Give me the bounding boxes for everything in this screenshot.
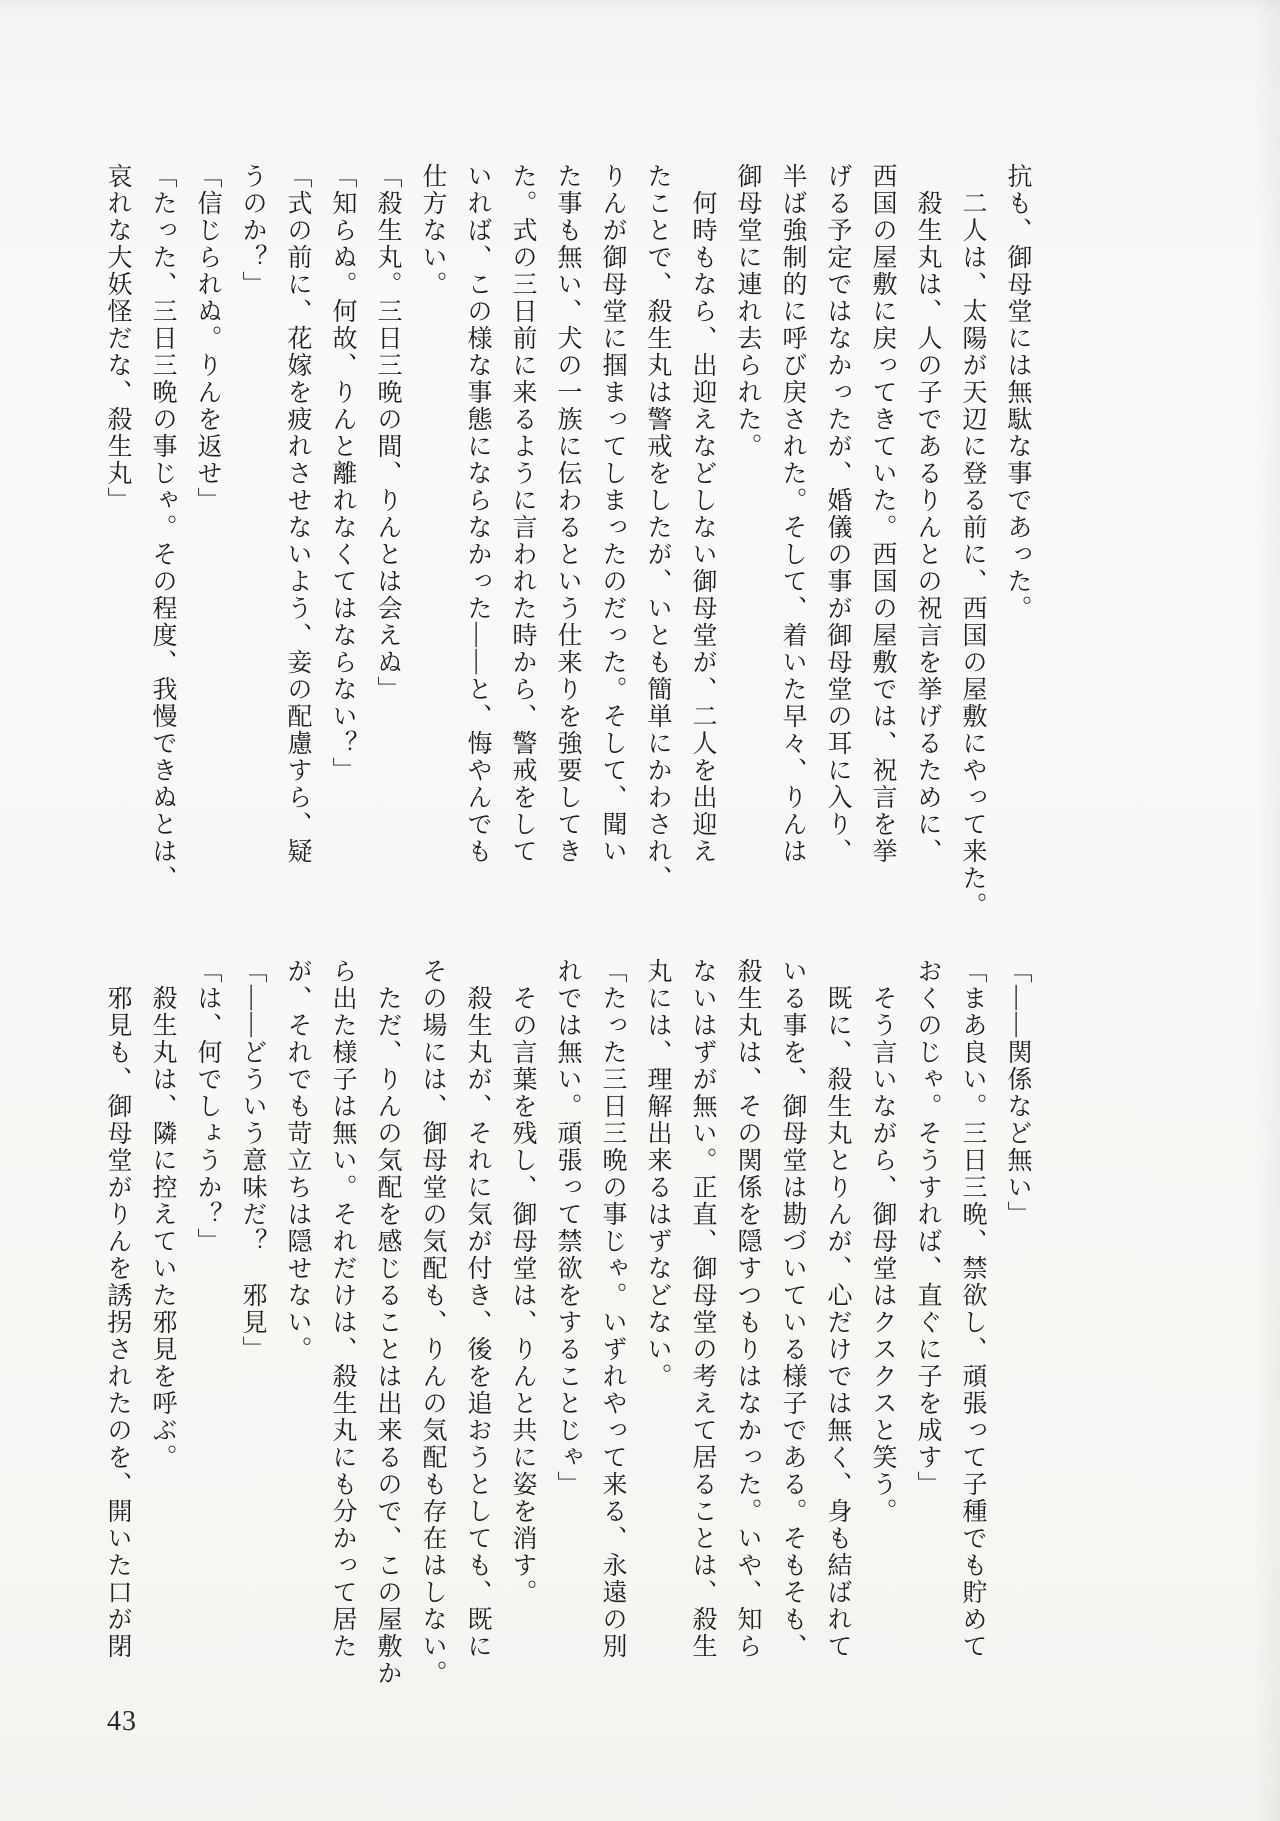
text-column: 「知らぬ。何故、りんと離れなくてはならない？」	[329, 163, 356, 784]
scan-shadow-right	[1254, 0, 1280, 1821]
text-column: 「たった、三日三晩の事じゃ。その程度、我慢できぬとは、	[149, 163, 176, 892]
scan-shadow-top	[0, 0, 1280, 14]
page-number: 43	[107, 1706, 137, 1737]
text-column: が、それでも苛立ちは隠せない。	[284, 958, 311, 1363]
text-column: 「まあ良い。三日三晩、禁欲し、頑張って子種でも貯めて	[959, 958, 986, 1660]
text-column: 西国の屋敷に戻ってきていた。西国の屋敷では、祝言を挙	[869, 163, 896, 865]
text-column: たことで、殺生丸は警戒をしたが、いとも簡単にかわされ、	[644, 163, 671, 892]
text-column: 「たった三日三晩の事じゃ。いずれやって来る、永遠の別	[599, 958, 626, 1660]
text-column: 「殺生丸。三日三晩の間、りんとは会えぬ」	[374, 163, 401, 703]
text-column: 半ば強制的に呼び戻された。そして、着いた早々、りんは	[779, 163, 806, 865]
text-column: れでは無い。頑張って禁欲をすることじゃ」	[554, 958, 581, 1498]
text-column: いる事を、御母堂は勘づいている様子である。そもそも、	[779, 958, 806, 1660]
text-column: 「信じられぬ。りんを返せ」	[194, 163, 221, 514]
text-column: ないはずが無い。正直、御母堂の考えて居ることは、殺生	[689, 958, 716, 1660]
text-column: 抗も、御母堂には無駄な事であった。	[1004, 163, 1031, 622]
text-column: 仕方ない。	[419, 163, 446, 298]
text-column: 邪見も、御母堂がりんを誘拐されたのを、開いた口が閉	[104, 958, 131, 1660]
text-column: た事も無い、犬の一族に伝わるという仕来りを強要してき	[554, 163, 581, 865]
text-column: そう言いながら、御母堂はクスクスと笑う。	[869, 958, 896, 1525]
text-column: いれば、この様な事態にならなかった——と、悔やんでも	[464, 163, 491, 865]
text-column: ただ、りんの気配を感じることは出来るので、この屋敷か	[374, 958, 401, 1687]
vertical-text-block-top	[104, 163, 1030, 919]
text-column: 「式の前に、花嫁を疲れさせないよう、妾の配慮すら、疑	[284, 163, 311, 865]
text-column: 殺生丸が、それに気が付き、後を追おうとしても、既に	[464, 958, 491, 1660]
text-column: 「——関係など無い」	[1004, 958, 1031, 1228]
text-column: りんが御母堂に掴まってしまったのだった。そして、聞い	[599, 163, 626, 865]
text-column: 丸には、理解出来るはずなどない。	[644, 958, 671, 1390]
text-column: 殺生丸は、その関係を隠すつもりはなかった。いや、知ら	[734, 958, 761, 1660]
text-column: その場には、御母堂の気配も、りんの気配も存在はしない。	[419, 958, 446, 1687]
text-column: 殺生丸は、隣に控えていた邪見を呼ぶ。	[149, 958, 176, 1471]
text-column: 何時もなら、出迎えなどしない御母堂が、二人を出迎え	[689, 163, 716, 865]
text-column: その言葉を残し、御母堂は、りんと共に姿を消す。	[509, 958, 536, 1606]
text-column: うのか？」	[239, 163, 266, 298]
text-column: げる予定ではなかったが、婚儀の事が御母堂の耳に入り、	[824, 163, 851, 865]
text-column: 哀れな大妖怪だな、殺生丸」	[104, 163, 131, 514]
text-column: た。式の三日前に来るように言われた時から、警戒をして	[509, 163, 536, 865]
text-column: ら出た様子は無い。それだけは、殺生丸にも分かって居た	[329, 958, 356, 1660]
text-column: 二人は、太陽が天辺に登る前に、西国の屋敷にやって来た。	[959, 163, 986, 919]
text-column: 「は、何でしょうか？」	[194, 958, 221, 1255]
text-column: 殺生丸は、人の子であるりんとの祝言を挙げるために、	[914, 163, 941, 865]
text-column: 既に、殺生丸とりんが、心だけでは無く、身も結ばれて	[824, 958, 851, 1660]
text-column: おくのじゃ。そうすれば、直ぐに子を成す」	[914, 958, 941, 1498]
vertical-text-block-bottom	[104, 958, 1030, 1687]
text-column: 御母堂に連れ去られた。	[734, 163, 761, 460]
text-column: 「——どういう意味だ？ 邪見」	[239, 958, 266, 1363]
